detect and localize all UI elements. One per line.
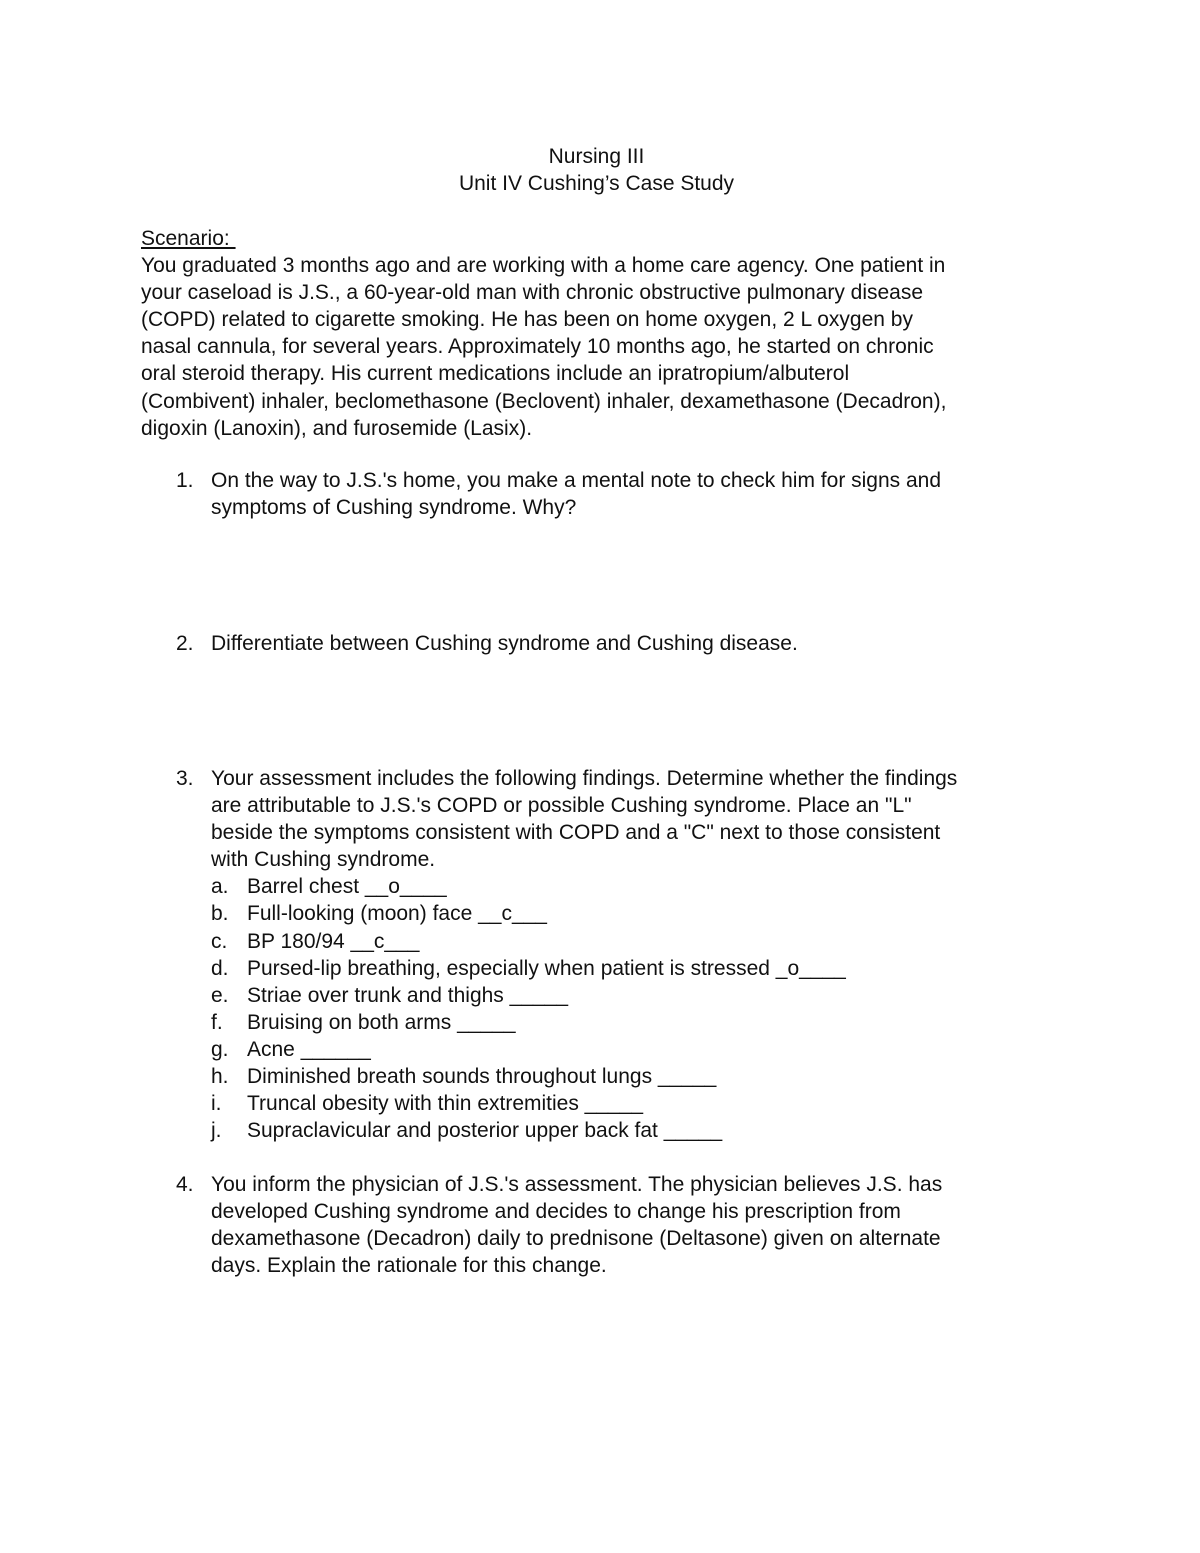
finding-item — [211, 955, 1071, 982]
finding-letter: g. — [211, 1037, 229, 1061]
question-text-line: are attributable to J.S.'s COPD or possible Cushing syndrome. Place an "L" — [211, 794, 912, 818]
finding-letter: d. — [211, 956, 229, 980]
question-text — [211, 630, 1071, 657]
question-number: 2. — [176, 632, 194, 655]
question-text-line: with Cushing syndrome. — [211, 848, 436, 872]
findings-list — [211, 873, 1071, 1144]
finding-item — [211, 982, 1071, 1009]
finding-text: Full-looking (moon) face __c___ — [247, 902, 547, 926]
finding-item — [211, 928, 1071, 955]
finding-item — [211, 1063, 1071, 1090]
finding-item — [211, 1090, 1071, 1117]
finding-letter: i. — [211, 1092, 222, 1116]
question-text-line: On the way to J.S.'s home, you make a mental note to check him for signs and — [211, 469, 942, 492]
question-text-line: days. Explain the rationale for this change. — [211, 1254, 607, 1278]
document-header — [0, 143, 1193, 197]
scenario-text-line: digoxin (Lanoxin), and furosemide (Lasix). — [141, 416, 533, 440]
finding-letter: h. — [211, 1065, 229, 1089]
question-text-line: beside the symptoms consistent with COPD and a "C" next to those consistent — [211, 821, 941, 845]
question-text-line: developed Cushing syndrome and decides to change his prescription from — [211, 1200, 901, 1224]
finding-text: Supraclavicular and posterior upper back fat _____ — [247, 1119, 723, 1143]
finding-text: Diminished breath sounds throughout lungs _____ — [247, 1065, 717, 1089]
finding-text: BP 180/94 __c___ — [247, 929, 420, 953]
finding-letter: b. — [211, 902, 229, 926]
finding-text: Striae over trunk and thighs _____ — [247, 983, 569, 1007]
finding-letter: j. — [211, 1119, 222, 1143]
scenario-text-line: (COPD) related to cigarette smoking. He has been on home oxygen, 2 L oxygen by — [141, 308, 913, 332]
question-text-line: Differentiate between Cushing syndrome and Cushing disease. — [211, 632, 798, 655]
finding-item — [211, 1009, 1071, 1036]
scenario-text-line: your caseload is J.S., a 60-year-old man with chronic obstructive pulmonary disease — [141, 281, 924, 305]
scenario-section — [141, 225, 1061, 442]
question-text — [211, 765, 1071, 1144]
question-text-line: dexamethasone (Decadron) daily to prednisone (Deltasone) given on alternate — [211, 1227, 941, 1251]
finding-letter: e. — [211, 983, 229, 1007]
finding-letter: f. — [211, 1010, 223, 1034]
finding-letter: a. — [211, 875, 229, 899]
scenario-text-line: oral steroid therapy. His current medications include an ipratropium/albuterol — [141, 362, 850, 386]
finding-text: Bruising on both arms _____ — [247, 1010, 516, 1034]
question-number: 3. — [176, 767, 194, 790]
case-study-title: Unit IV Cushing’s Case Study — [458, 172, 735, 195]
finding-item — [211, 1036, 1071, 1063]
question-number: 4. — [176, 1173, 194, 1196]
scenario-text-line: You graduated 3 months ago and are working with a home care agency. One patient in — [141, 254, 946, 278]
finding-letter: c. — [211, 929, 228, 953]
finding-text: Truncal obesity with thin extremities _____ — [247, 1092, 644, 1116]
question-text-line: symptoms of Cushing syndrome. Why? — [211, 496, 577, 520]
question-text-line: Your assessment includes the following findings. Determine whether the findings — [211, 767, 958, 790]
course-title: Nursing III — [548, 145, 645, 168]
scenario-text-line: nasal cannula, for several years. Approximately 10 months ago, he started on chronic — [141, 335, 934, 359]
finding-text: Pursed-lip breathing, especially when patient is stressed _o____ — [247, 956, 846, 980]
finding-item — [211, 1117, 1071, 1144]
question-text — [211, 1171, 1071, 1279]
scenario-text-line: (Combivent) inhaler, beclomethasone (Beclovent) inhaler, dexamethasone (Decadron), — [141, 389, 947, 413]
question-number: 1. — [176, 469, 194, 492]
finding-item — [211, 873, 1071, 900]
scenario-heading: Scenario: — [141, 227, 236, 250]
finding-item — [211, 900, 1071, 927]
finding-text: Acne ______ — [247, 1037, 371, 1061]
question-text — [211, 467, 1071, 521]
question-text-line: You inform the physician of J.S.'s assessment. The physician believes J.S. has — [211, 1173, 943, 1196]
finding-text: Barrel chest __o____ — [247, 875, 447, 899]
